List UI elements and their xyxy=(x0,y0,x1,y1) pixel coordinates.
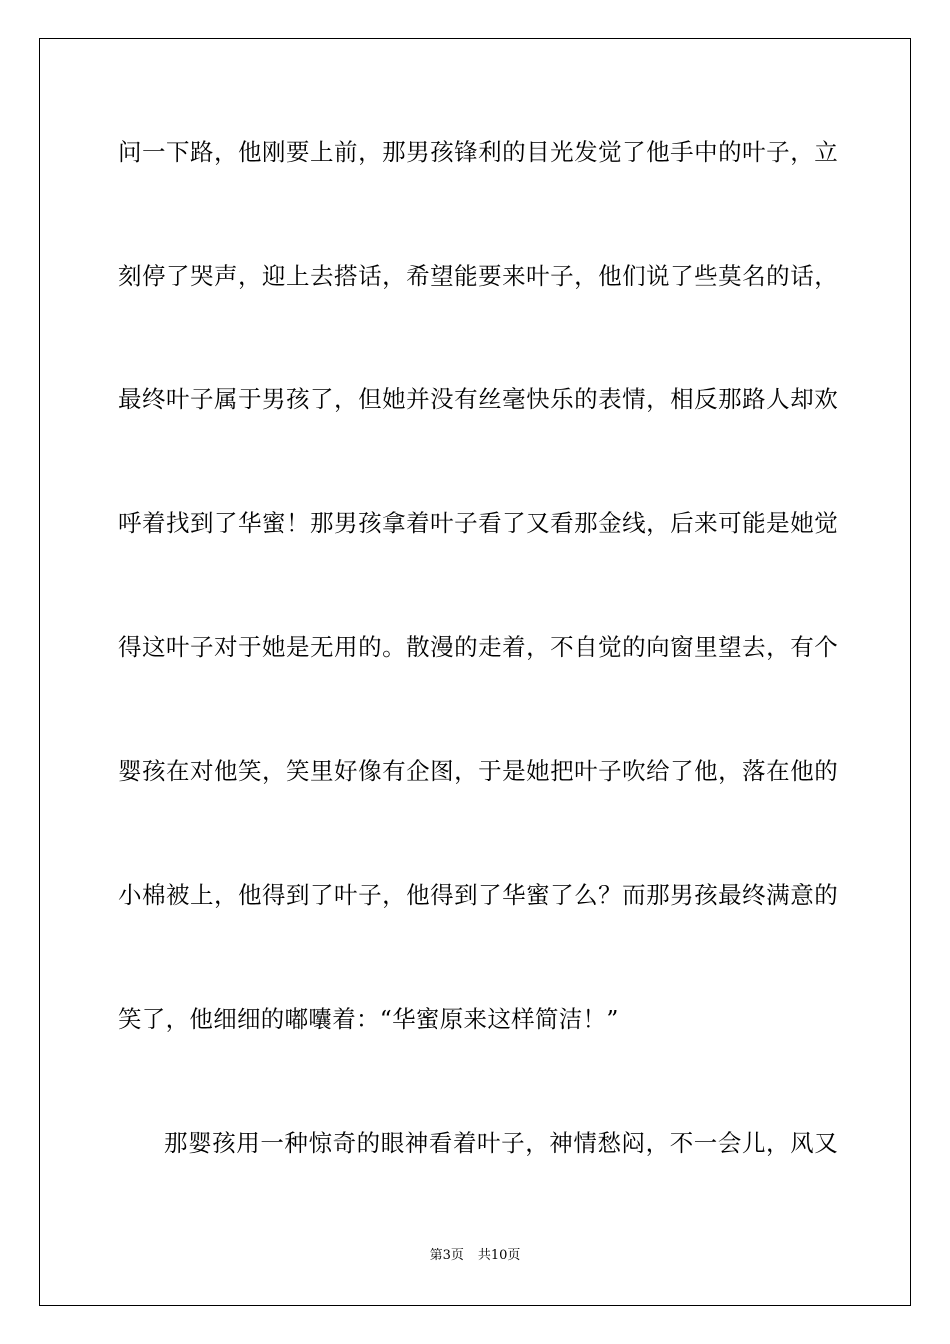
text-line-4: 呼着找到了华蜜！那男孩拿着叶子看了又看那金线，后来可能是她觉 xyxy=(118,509,838,537)
page-border xyxy=(39,38,911,1306)
page-total: 共10页 xyxy=(477,1248,521,1263)
text-line-7: 小棉被上，他得到了叶子，他得到了华蜜了么？而那男孩最终满意的 xyxy=(118,881,838,909)
text-line-8: 笑了，他细细的嘟囔着：“华蜜原来这样简洁！” xyxy=(118,1005,619,1033)
text-line-3: 最终叶子属于男孩了，但她并没有丝毫快乐的表情，相反那路人却欢 xyxy=(118,385,838,413)
text-line-5: 得这叶子对于她是无用的。散漫的走着，不自觉的向窗里望去，有个 xyxy=(118,633,838,661)
text-line-1: 问一下路，他刚要上前，那男孩锋利的目光发觉了他手中的叶子，立 xyxy=(118,138,838,166)
page-footer xyxy=(0,1247,950,1265)
text-line-2: 刻停了哭声，迎上去搭话，希望能要来叶子，他们说了些莫名的话， xyxy=(118,262,838,290)
paragraph-start-line: 那婴孩用一种惊奇的眼神看着叶子，神情愁闷，不一会儿，风又 xyxy=(164,1129,838,1157)
text-line-6: 婴孩在对他笑，笑里好像有企图，于是她把叶子吹给了他，落在他的 xyxy=(118,757,838,785)
page-number: 第3页 xyxy=(429,1248,464,1263)
